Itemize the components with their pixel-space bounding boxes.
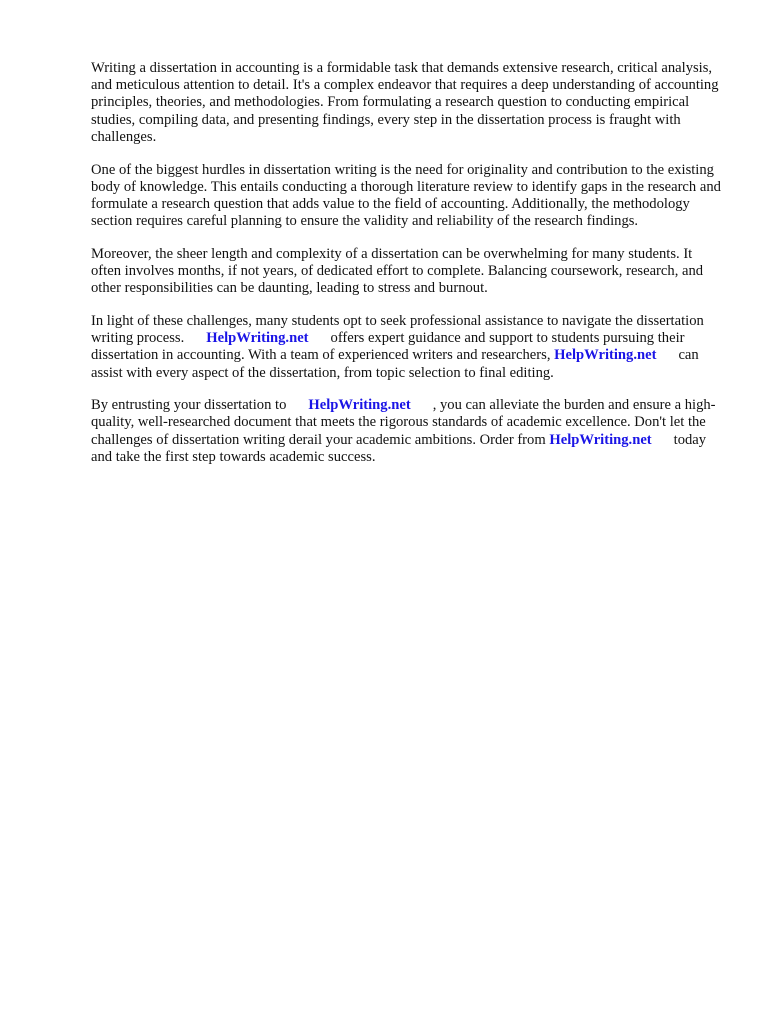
paragraph-originality (91, 162, 723, 231)
paragraph-order-text-3: today and take the first step towards academic success. (91, 431, 707, 465)
paragraph-originality-text: One of the biggest hurdles in dissertation writing is the need for originality and contribution to the existing body of knowledge. This entails conducting a thorough literature review to identify gaps in the research and formulate a research question that adds value to the field of accounting. Additionally, the methodology section requires careful planning to ensure the validity and reliability of the research findings. (91, 161, 721, 230)
helpwriting-link[interactable]: HelpWriting.net (549, 431, 652, 448)
helpwriting-link[interactable]: HelpWriting.net (308, 397, 411, 414)
paragraph-assistance-text-2: offers expert guidance and support to students pursuing their dissertation in accounting. With a team of experienced writers and researchers, (91, 330, 685, 364)
paragraph-intro-text: Writing a dissertation in accounting is a formidable task that demands extensive research, critical analysis, and meticulous attention to detail. It's a complex endeavor that requires a deep understanding of accounting principles, theories, and methodologies. From formulating a research question to conducting empirical studies, compiling data, and presenting findings, every step in the dissertation process is fraught with challenges. (91, 60, 719, 145)
paragraph-assistance (91, 313, 723, 382)
paragraph-length-text: Moreover, the sheer length and complexity of a dissertation can be overwhelming for many students. It often involves months, if not years, of dedicated effort to complete. Balancing coursework, research, and other responsibilities can be daunting, leading to stress and burnout. (91, 245, 704, 297)
paragraph-intro (91, 60, 723, 146)
helpwriting-link[interactable]: HelpWriting.net (554, 347, 657, 364)
paragraph-assistance-text-3: can assist with every aspect of the dissertation, from topic selection to final editing. (91, 347, 699, 381)
paragraph-order (91, 397, 723, 466)
paragraph-order-text-1: By entrusting your dissertation to (91, 397, 287, 414)
paragraph-assistance-text-1: In light of these challenges, many students opt to seek professional assistance to navigate the dissertation writing process. (91, 312, 704, 347)
paragraph-order-text-2: , you can alleviate the burden and ensure a high-quality, well-researched document that meets the rigorous standards of academic excellence. Don't let the challenges of dissertation writing derail your academic ambitions. Order from (91, 397, 716, 448)
document-page (91, 60, 723, 482)
paragraph-length (91, 246, 723, 298)
helpwriting-link[interactable]: HelpWriting.net (206, 330, 309, 347)
